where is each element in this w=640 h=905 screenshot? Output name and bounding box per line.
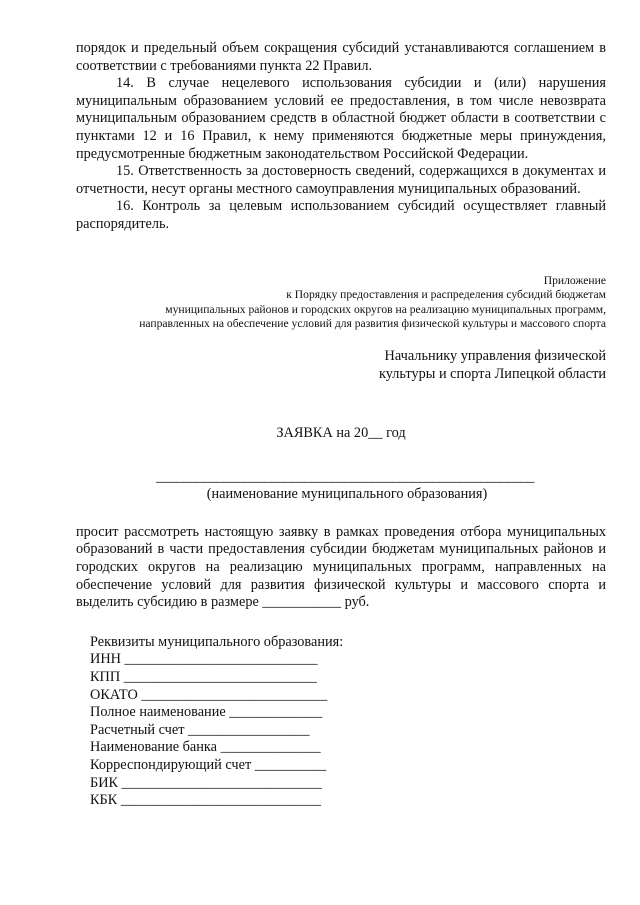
requisite-bik: БИК ____________________________ xyxy=(90,774,322,791)
requisite-account: Расчетный счет _________________ xyxy=(90,721,310,738)
paragraph-16: 16. Контроль за целевым использованием субсидий осуществляет главный распорядитель. xyxy=(76,198,606,232)
requisites-block xyxy=(76,634,606,810)
requisite-kpp: КПП ___________________________ xyxy=(90,669,317,686)
requisites-heading: Реквизиты муниципального образования: xyxy=(90,633,344,650)
paragraph-14: 14. В случае нецелевого использования субсидии и (или) нарушения муниципальным образованием условий ее предоставления, в том числе невозврата муниципальным образованием средств в областной бюджет области в соответствии с пунктами 12 и 16 Правил, к нему применяются бюджетные меры принуждения, предусмотренные бюджетным законодательством Российской Федерации. xyxy=(76,75,606,162)
paragraph-13-tail: порядок и предельный объем сокращения субсидий устанавливаются соглашением в соответствии с требованиями пункта 22 Правил. xyxy=(76,40,606,74)
form-title: ЗАЯВКА на 20__ год xyxy=(276,425,406,442)
appendix-line: к Порядку предоставления и распределения субсидий бюджетам xyxy=(286,288,606,302)
appendix-line: муниципальных районов и городских округов на реализацию муниципальных программ, xyxy=(165,302,606,316)
municipality-name-blank: ________________________________________________________ xyxy=(156,468,534,485)
requisite-okato: ОКАТО __________________________ xyxy=(90,686,328,703)
requisite-inn: ИНН ___________________________ xyxy=(90,651,318,668)
appendix-header xyxy=(76,274,606,332)
requisite-bank-name: Наименование банка ______________ xyxy=(90,739,321,756)
requisite-kbk: КБК ____________________________ xyxy=(90,792,322,809)
requisite-full-name: Полное наименование _____________ xyxy=(90,704,323,721)
addressee-block xyxy=(76,348,606,383)
addressee-line: культуры и спорта Липецкой области xyxy=(379,365,606,382)
municipality-name-caption: (наименование муниципального образования) xyxy=(206,486,488,503)
appendix-line: Приложение xyxy=(543,273,606,287)
paragraph-15: 15. Ответственность за достоверность сведений, содержащихся в документах и отчетности, несут органы местного самоуправления муниципальных образований. xyxy=(76,163,606,197)
request-paragraph: просит рассмотреть настоящую заявку в рамках проведения отбора муниципальных образований в части предоставления субсидии бюджетам муниципальных районов и городских округов на реализацию муниципальных программ, направленных на обеспечение условий для развития физической культуры и массового спорта и выделить субсидию в размере ___________ руб. xyxy=(76,523,606,611)
requisite-corr-account: Корреспондирующий счет __________ xyxy=(90,757,327,773)
addressee-line: Начальнику управления физической xyxy=(384,347,606,364)
appendix-line: направленных на обеспечение условий для развития физической культуры и массового спорта xyxy=(139,317,606,331)
